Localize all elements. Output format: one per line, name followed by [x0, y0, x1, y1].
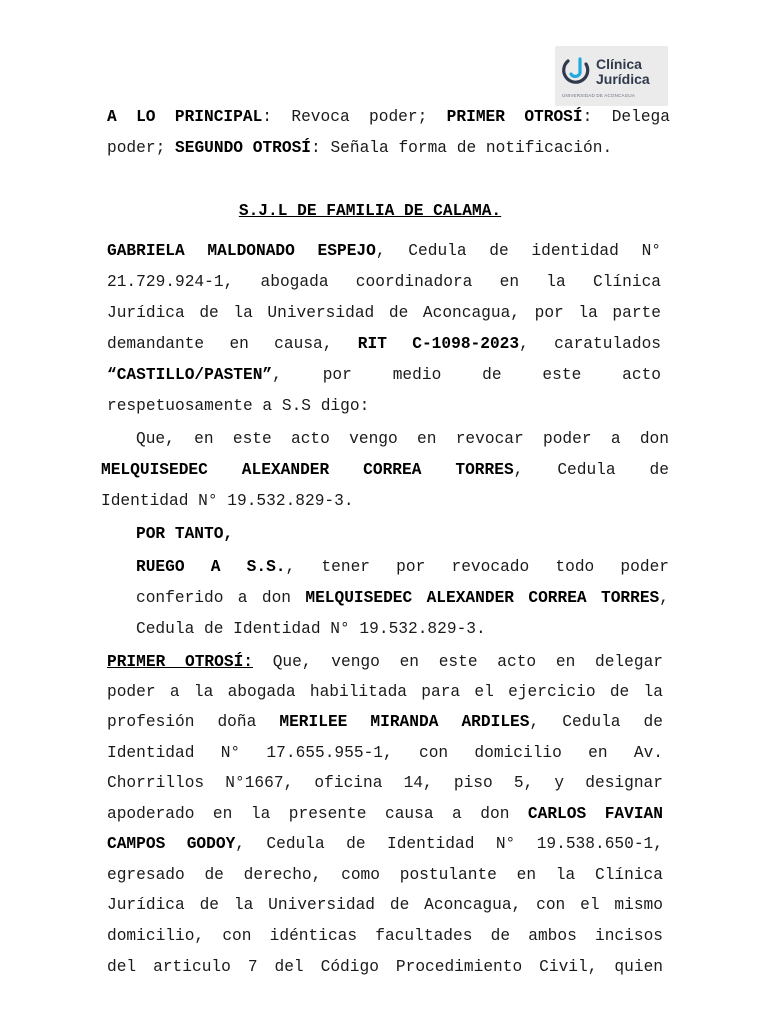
por-tanto-heading: [136, 519, 669, 550]
primer-otrosi-line-1: [107, 647, 663, 678]
primer-otrosi-text: profesión doña: [107, 713, 257, 731]
primer-otrosi-text: Cedula de Identidad N° 19.538.650-1,: [266, 835, 663, 853]
revoke-text: Cedula de: [557, 461, 669, 479]
primer-otrosi-text: Que, vengo en este acto en delegar: [272, 653, 663, 671]
logo-title-line2: Jurídica: [596, 71, 650, 87]
revoke-line-3: Identidad N° 19.532.829-3.: [101, 492, 354, 510]
ruego-text: conferido a don: [136, 589, 291, 607]
revoked-attorney-name: MELQUISEDEC ALEXANDER CORREA TORRES: [101, 461, 514, 479]
lawyer-name: GABRIELA MALDONADO ESPEJO: [107, 242, 376, 260]
case-rit: RIT C-1098-2023: [357, 335, 520, 353]
segundo-otrosi-summary-label: SEGUNDO OTROSÍ: [175, 139, 312, 157]
por-tanto-label: POR TANTO,: [136, 525, 234, 543]
primer-otrosi-line-4: Identidad N° 17.655.955-1, con domicilio en Av.: [107, 744, 663, 762]
intro-line-6: respetuosamente a S.S digo:: [107, 397, 370, 415]
principal-text: Revoca poder;: [291, 108, 428, 126]
intro-text: caratulados: [554, 335, 661, 353]
ruego-line-2: conferido a don MELQUISEDEC ALEXANDER CORREA TORRES,: [136, 589, 669, 607]
primer-otrosi-summary-label: PRIMER OTROSÍ: [446, 108, 583, 126]
intro-text: demandante en causa,: [107, 335, 333, 353]
intro-line-1: GABRIELA MALDONADO ESPEJO, Cedula de identidad N°: [107, 242, 661, 260]
case-caption: “CASTILLO/PASTEN”: [107, 366, 273, 384]
logo-subtitle: UNIVERSIDAD DE ACONCAGUA: [562, 93, 636, 98]
ruego-text: tener por revocado todo poder: [321, 558, 669, 576]
cj-monogram-icon: [560, 54, 594, 88]
primer-otrosi-line-8: egresado de derecho, como postulante en la Clínica: [107, 866, 663, 884]
principal-label: A LO PRINCIPAL: [107, 108, 263, 126]
primer-otrosi-line-2: poder a la abogada habilitada para el ejercicio de la: [107, 683, 663, 701]
primer-summary-text: Delega: [611, 108, 670, 126]
primer-otrosi-line-7: CAMPOS GODOY, Cedula de Identidad N° 19.538.650-1,: [107, 835, 663, 853]
intro-text: Cedula de identidad N°: [408, 242, 661, 260]
primer-otrosi-line-9: Jurídica de la Universidad de Aconcagua, con el mismo: [107, 896, 663, 914]
intro-line-2: 21.729.924-1, abogada coordinadora en la Clínica: [107, 273, 661, 291]
primer-otrosi-line-11: del articulo 7 del Código Procedimiento Civil, quien: [107, 958, 663, 976]
primer-otrosi-line-10: domicilio, con idénticas facultades de ambos incisos: [107, 927, 663, 945]
designated-representative-name: CARLOS FAVIAN: [527, 805, 663, 823]
primer-otrosi-line-6: [107, 799, 663, 830]
court-heading: [107, 196, 633, 227]
court-title: S.J.L DE FAMILIA DE CALAMA.: [238, 202, 502, 220]
ruego-line-1: RUEGO A S.S., tener por revocado todo poder: [136, 558, 669, 576]
intro-line-5: “CASTILLO/PASTEN”, por medio de este acto: [107, 366, 661, 384]
summary-line-2: poder; SEGUNDO OTROSÍ: Señala forma de notificación.: [107, 139, 613, 157]
designated-representative-surname: CAMPOS GODOY: [107, 835, 236, 853]
intro-text: por medio de este acto: [322, 366, 661, 384]
revoke-line-1: Que, en este acto vengo en revocar poder a don: [136, 430, 669, 448]
intro-line-4: demandante en causa, RIT C-1098-2023, caratulados: [107, 335, 661, 353]
revoke-line-2: MELQUISEDEC ALEXANDER CORREA TORRES, Cedula de: [101, 461, 669, 479]
primer-otrosi-line-5: Chorrillos N°1667, oficina 14, piso 5, y designar: [107, 774, 663, 792]
segundo-summary-text: Señala forma de notificación.: [330, 139, 613, 157]
revoked-attorney-name: MELQUISEDEC ALEXANDER CORREA TORRES: [305, 589, 660, 607]
clinica-juridica-logo: [555, 46, 668, 106]
ruego-label: RUEGO A S.S.: [136, 558, 286, 576]
intro-line-3: Jurídica de la Universidad de Aconcagua, por la parte: [107, 304, 661, 322]
primer-otrosi-line-3: profesión doña MERILEE MIRANDA ARDILES, Cedula de: [107, 713, 663, 731]
primer-otrosi-text: Cedula de: [562, 713, 663, 731]
primer-summary-text-cont: poder;: [107, 139, 166, 157]
logo-title-line1: Clínica: [596, 56, 642, 72]
summary-line-1: A LO PRINCIPAL: Revoca poder; PRIMER OTROSÍ: Delega: [107, 108, 670, 126]
delegate-attorney-name: MERILEE MIRANDA ARDILES: [279, 713, 530, 731]
primer-otrosi-text: apoderado en la presente causa a don: [107, 805, 510, 823]
ruego-line-3: Cedula de Identidad N° 19.532.829-3.: [136, 620, 486, 638]
primer-otrosi-label: PRIMER OTROSÍ:: [107, 653, 253, 671]
